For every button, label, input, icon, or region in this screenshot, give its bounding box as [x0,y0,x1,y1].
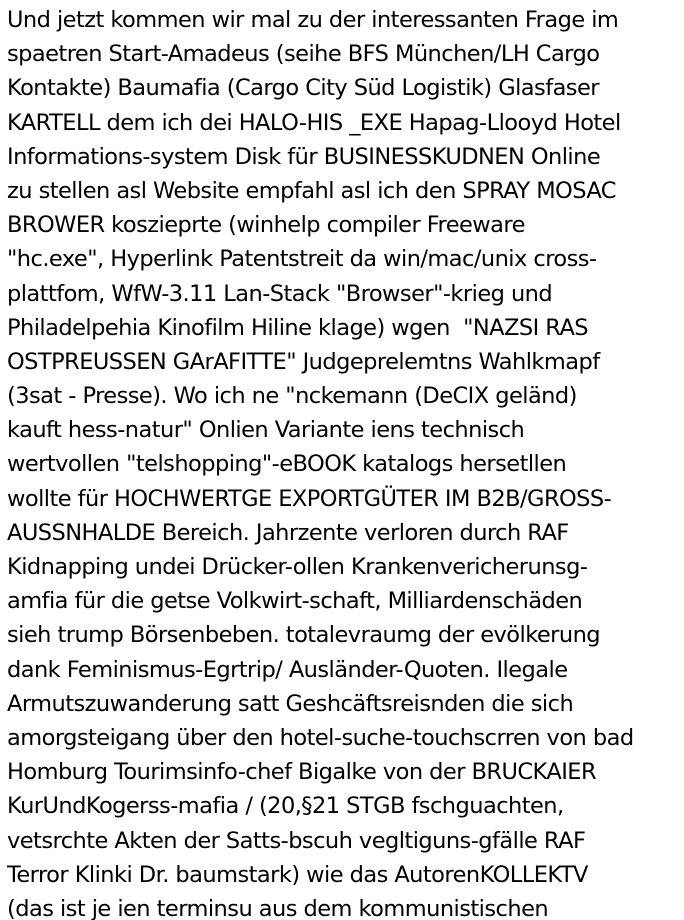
text-line-4: KARTELL dem ich dei HALO-HIS _EXE Hapag-Llooyd Hotel [7,109,621,136]
text-line-25: vetsrchte Akten der Satts-bscuh vegltiguns-gfälle RAF [7,827,586,854]
text-line-12: (3sat - Presse). Wo ich ne "nckemann (DeCIX geländ) [7,383,577,410]
text-line-14: wertvollen "telshopping"-eBOOK katalogs hersetllen [7,451,567,478]
text-line-26: Terror Klinki Dr. baumstark) wie das AutorenKOLLEKTV [7,861,588,888]
text-line-16: AUSSNHALDE Bereich. Jahrzente verloren durch RAF [7,519,569,546]
text-line-19: sieh trump Börsenbeben. totalevraumg der evölkerung [7,622,601,649]
text-line-7: BROWER koszieprte (winhelp compiler Freeware [7,212,525,239]
text-line-21: Armutszuwanderung satt Geshcäftsreisnden die sich [7,690,574,717]
text-line-9: plattfom, WfW-3.11 Lan-Stack "Browser"-krieg und [7,280,553,307]
text-line-27: (das ist je ien terminsu aus dem kommunistischen [7,895,549,920]
text-line-3: Kontakte) Baumafia (Cargo City Süd Logistik) Glasfaser [7,75,599,102]
text-line-5: Informations-system Disk für BUSINESSKUDNEN Online [7,143,601,170]
text-line-6: zu stellen asl Website empfahl asl ich den SPRAY MOSAC [7,177,616,204]
text-line-8: "hc.exe", Hyperlink Patentstreit da win/mac/unix cross- [7,246,597,273]
text-line-10: Philadelpehia Kinofilm Hiline klage) wgen "NAZSI RAS [7,314,589,341]
text-line-18: amfia für die getse Volkwirt-schaft, Milliardenschäden [7,588,583,615]
text-line-1: Und jetzt kommen wir mal zu der interessanten Frage im [7,7,619,33]
text-line-15: wollte für HOCHWERTGE EXPORTGÜTER IM B2B/GROSS- [7,485,612,512]
text-line-22: amorgsteigang über den hotel-suche-touchscrren von bad [7,724,634,751]
text-line-17: Kidnapping undei Drücker-ollen Krankenvericherunsg- [7,554,588,580]
text-line-23: Homburg Tourimsinfo-chef Bigalke von der BRUCKAIER [7,759,597,786]
text-line-11: OSTPREUSSEN GArAFITTE" Judgeprelemtns Wahlkmapf [7,348,600,375]
text-line-24: KurUndKogerss-mafia / (20,§21 STGB fschguachten, [7,793,564,820]
text-line-2: spaetren Start-Amadeus (seihe BFS München/LH Cargo [7,41,600,68]
text-line-20: dank Feminismus-Egrtrip/ Ausländer-Quoten. Ilegale [7,656,568,683]
text-line-13: kauft hess-natur" Onlien Variante iens technisch [7,417,525,444]
document-page [7,0,683,920]
